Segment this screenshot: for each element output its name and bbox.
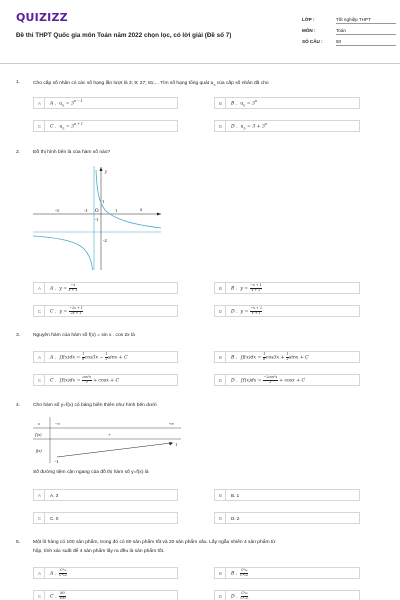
table-minus-infinity: −∞: [55, 421, 61, 426]
question-text: Số đường tiệm cận ngang của đồ thị hàm số y=f(x) là: [33, 470, 149, 475]
origin-label: O: [95, 209, 99, 214]
option-b[interactable]: B B . $\frac{\text{C⁴₈₀}}{\text{C⁴₁₀₀}}$: [214, 567, 360, 579]
question-number: 3.: [16, 333, 21, 338]
option-letter: B: [216, 490, 226, 500]
option-b[interactable]: B B. 1: [214, 489, 360, 501]
header-divider: [0, 63, 400, 64]
question-text-line-1: Một lô hàng có 100 sản phẩm, trong đó có 80 sản phẩm tốt và 20 sản phẩm xấu. Lấy ngẫu nhiên 4 sản phẩm từ: [33, 540, 276, 545]
question-number: 2.: [16, 150, 21, 155]
meta-row-class: [302, 14, 396, 25]
option-letter: C: [35, 375, 45, 385]
question-number: 1.: [16, 80, 21, 85]
x-tick-minus-three: -3: [55, 208, 59, 213]
option-d[interactable]: D D . $\frac{\text{C⁴₈₀}}{\text{C⁴₁₀₀}}$: [214, 590, 360, 600]
option-c[interactable]: C C . $u_n = 3^{n + 1}$: [33, 120, 178, 132]
table-value-one: 1: [175, 442, 178, 447]
option-c[interactable]: C C . y = $\frac{-2x + 1}{2x + 1}$: [33, 305, 178, 317]
meta-value: Tốt nghiệp THPT: [336, 16, 396, 24]
option-c[interactable]: C C . $\frac{80}{100}$: [33, 590, 178, 600]
option-c[interactable]: C C. 0: [33, 512, 178, 524]
meta-row-count: [302, 36, 396, 47]
option-letter: D: [216, 513, 226, 523]
y-label: y: [105, 170, 108, 175]
option-letter: C: [35, 306, 45, 316]
y-axis-arrow: [100, 167, 103, 171]
meta-key: MÔN :: [302, 28, 316, 33]
page-title: Đề thi THPT Quốc gia môn Toán năm 2022 chọn lọc, có lời giải (Đề số 7): [16, 32, 232, 39]
option-letter: D: [216, 591, 226, 600]
option-letter: A: [35, 568, 45, 578]
x-tick-one: 1: [115, 208, 118, 213]
y-tick-minus-one: -1: [95, 217, 99, 222]
question-text: Nguyên hàm của hàm số f(x) = sin x . cos 2x là: [33, 333, 135, 338]
option-letter: C: [35, 513, 45, 523]
option-letter: B: [216, 283, 226, 293]
option-letter: D: [216, 121, 226, 131]
quizizz-logo: QUIZIZZ: [16, 11, 68, 24]
option-letter: B: [216, 352, 226, 362]
curve-right-branch: [96, 170, 161, 228]
option-a[interactable]: A A . $\frac{\text{C⁴₂₀}}{\text{C⁴₁₀₀}}$: [33, 567, 178, 579]
option-d[interactable]: D D . y = $\frac{-x + 2}{x + 1}$: [214, 305, 360, 317]
option-letter: A: [35, 490, 45, 500]
meta-row-subject: [302, 25, 396, 36]
table-fprime-label: f'(x): [35, 432, 42, 437]
question-text: Cho hàm số y=f(x) có bảng biến thiên như hình bên dưới: [33, 403, 157, 408]
option-b[interactable]: B B . $u_n = 3^n$: [214, 97, 360, 109]
option-a[interactable]: A A. 3: [33, 489, 178, 501]
meta-value: 50: [336, 38, 396, 46]
y-tick-minus-two: -2: [103, 238, 107, 243]
table-sign-plus: +: [108, 432, 111, 437]
option-letter: D: [216, 306, 226, 316]
x-label: x: [140, 208, 143, 213]
y-tick-one: 1: [102, 199, 105, 204]
option-a[interactable]: A A . y = $\frac{-x}{x + 1}$: [33, 282, 178, 294]
option-d[interactable]: D D . ∫f(x)dx = $\frac{\text{−2cos³x}}{3}$ + cosx + C: [214, 374, 360, 386]
option-letter: A: [35, 283, 45, 293]
curve-left-branch: [33, 236, 93, 270]
table-increasing-arrow: [57, 443, 171, 457]
x-axis-arrow: [157, 213, 161, 216]
option-a[interactable]: A A . ∫f(x)dx = $\frac{1}{6}$ cos3x − $\frac{1}{2}$ sinx + C: [33, 351, 178, 363]
option-letter: B: [216, 568, 226, 578]
meta-value: Toán: [336, 27, 396, 35]
option-letter: A: [35, 352, 45, 362]
meta-panel: [302, 14, 396, 47]
option-b[interactable]: B B . y = $\frac{-x + 1}{x + 1}$: [214, 282, 360, 294]
question-number: 4.: [16, 403, 21, 408]
table-f-label: f(x): [36, 448, 42, 453]
table-value-minus-one: −1: [54, 459, 59, 464]
table-x-label: x: [38, 421, 40, 426]
option-d[interactable]: D D. 2: [214, 512, 360, 524]
option-letter: C: [35, 121, 45, 131]
question-text-line-2: hộp, tính xác suất để 4 sản phẩm lấy ra đều là sản phẩm tốt.: [33, 549, 165, 554]
option-a[interactable]: A A . $u_n = 3^{n - 1}$: [33, 97, 178, 109]
table-plus-infinity: +∞: [169, 421, 175, 426]
option-letter: C: [35, 591, 45, 600]
option-b[interactable]: B B . ∫f(x)dx = $\frac{1}{6}$ cos3x + $\frac{1}{2}$ sinx + C: [214, 351, 360, 363]
question-text: Đồ thị hình bên là của hàm số nào?: [33, 150, 111, 155]
x-tick-minus-one: -1: [84, 208, 88, 213]
option-letter: B: [216, 98, 226, 108]
question-number: 5.: [16, 540, 21, 545]
option-letter: A: [35, 98, 45, 108]
option-d[interactable]: D D . $u_n = 3 + 3^n$: [214, 120, 360, 132]
meta-key: LỚP :: [302, 17, 315, 22]
option-letter: D: [216, 375, 226, 385]
variation-table: [33, 417, 183, 465]
option-c[interactable]: C C . ∫f(x)dx = $\frac{\text{cos³x}}{3}$ + cosx + C: [33, 374, 178, 386]
function-graph: [33, 162, 163, 272]
meta-key: SỐ CÂU :: [302, 39, 323, 44]
question-text: Cho cấp số nhân có các số hạng lần lượt là 3; 9; 27; 81;... Tìm số hạng tổng quát $u_n$ của cấp số nhân đã cho: [33, 80, 269, 87]
